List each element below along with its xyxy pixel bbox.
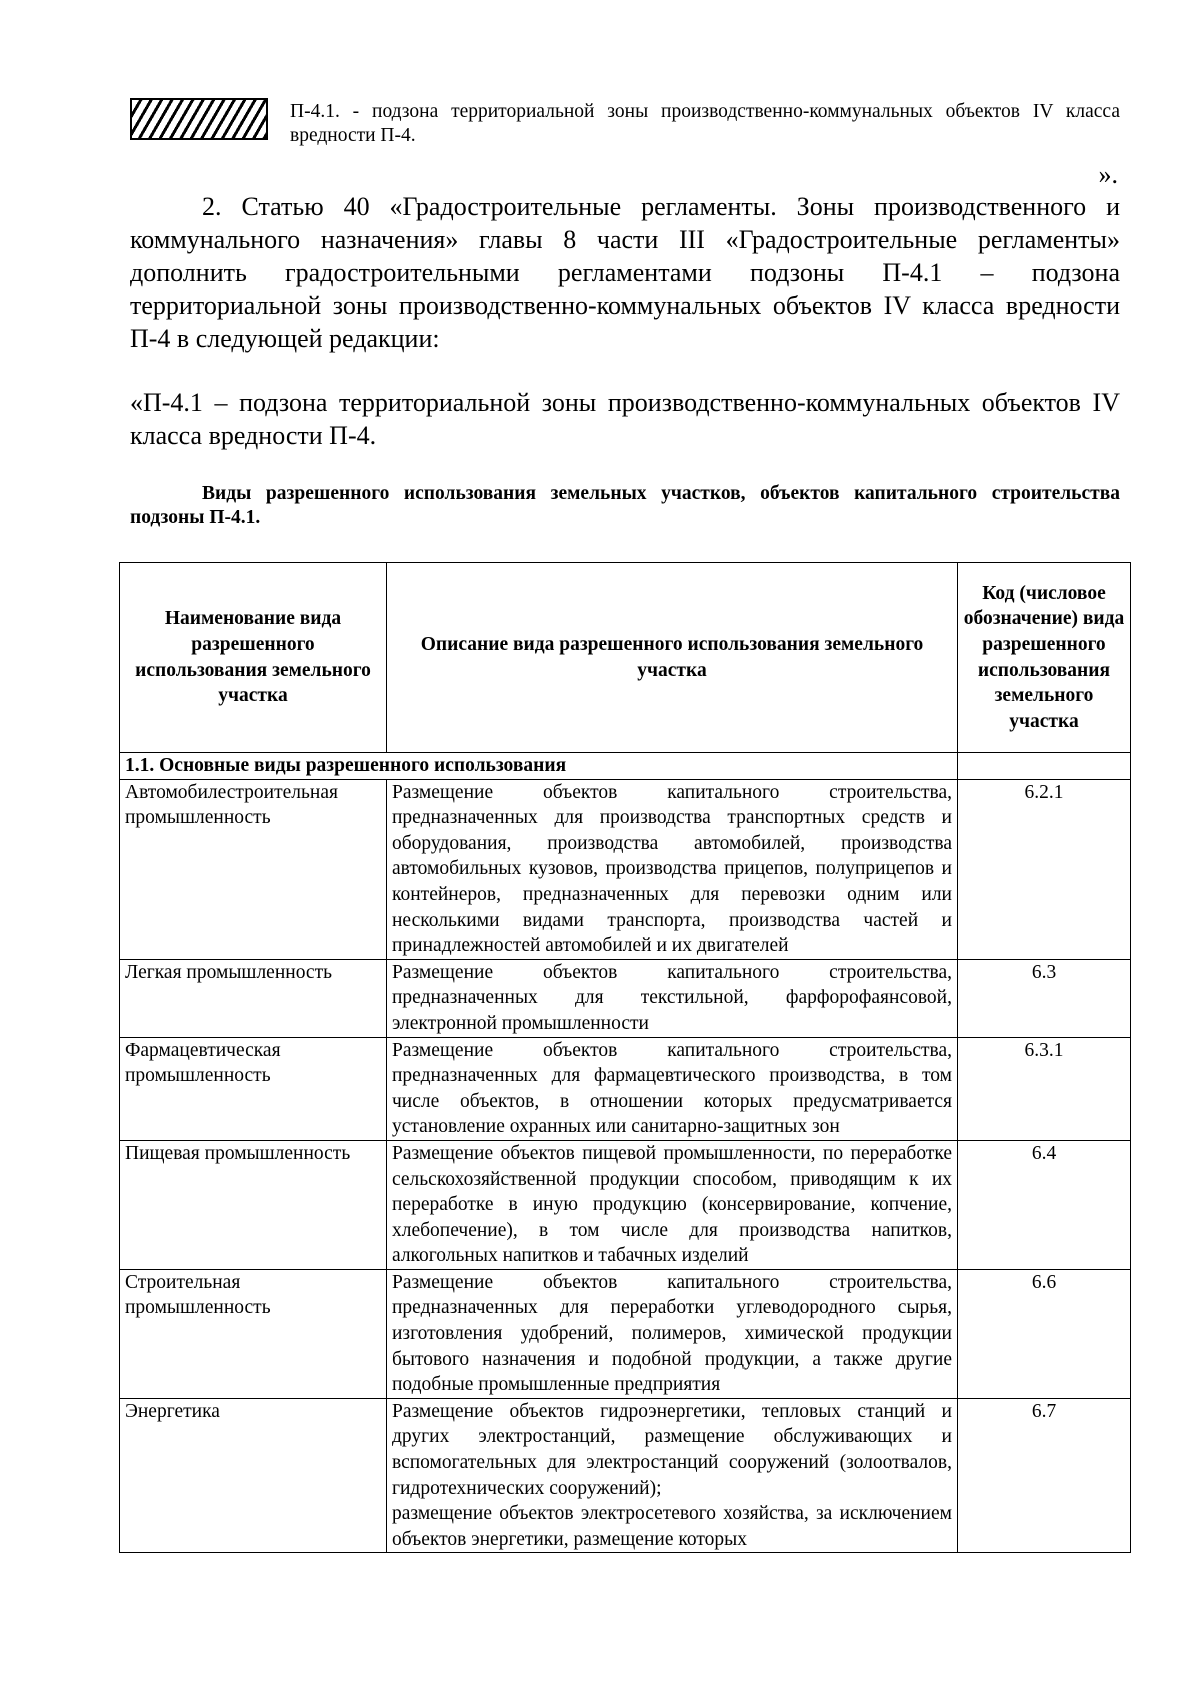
header-description: Описание вида разрешенного использования земельного участка: [387, 563, 958, 753]
use-description: [387, 779, 958, 959]
use-name: Пищевая промышленность: [120, 1140, 387, 1269]
use-code: 6.6: [958, 1269, 1131, 1398]
use-description: [387, 1140, 958, 1269]
use-description: [387, 1269, 958, 1398]
use-description-paragraph: Размещение объектов капитального строительства, предназначенных для фармацевтического производства, в том числе объектов, в отношении которых предусматривается установление охранных или санитарно-защитных зон: [392, 1039, 952, 1138]
table-header-row: [120, 563, 1131, 753]
closing-quote: ».: [1098, 160, 1118, 189]
use-name: Автомобилестроительная промышленность: [120, 779, 387, 959]
use-name: Строительная промышленность: [120, 1269, 387, 1398]
table-row: [120, 1398, 1131, 1553]
legend-text: П-4.1. - подзона территориальной зоны производственно-коммунальных объектов IV класса вредности П-4.: [290, 101, 1120, 146]
table-title: Виды разрешенного использования земельных участков, объектов капитального строительства подзоны П-4.1.: [130, 483, 1120, 528]
header-code: Код (числовое обозначение) вида разрешенного использования земельного участка: [958, 563, 1131, 753]
use-description-paragraph: размещение объектов электросетевого хозяйства, за исключением объектов энергетики, размещение которых: [392, 1503, 952, 1550]
use-description: [387, 1398, 958, 1553]
use-code: 6.3: [958, 959, 1131, 1037]
use-description-paragraph: Размещение объектов капитального строительства, предназначенных для производства транспортных средств и оборудования, производства автомобилей, производства автомобильных кузовов, производства прицепов, полуприцепов и контейнеров, предназначенных для перевозки одним или несколькими видами транспорта, производства частей и принадлежностей автомобилей и их двигателей: [392, 781, 952, 957]
use-description: [387, 959, 958, 1037]
table-row: [120, 1037, 1131, 1140]
use-code: 6.3.1: [958, 1037, 1131, 1140]
header-name: Наименование вида разрешенного использования земельного участка: [120, 563, 387, 753]
section-code-empty: [958, 753, 1131, 780]
use-description-paragraph: Размещение объектов капитального строительства, предназначенных для переработки углеводородного сырья, изготовления удобрений, полимеров, химической продукции бытового назначения и подобной продукции, а также другие подобные промышленные предприятия: [392, 1271, 952, 1396]
section-title: 1.1. Основные виды разрешенного использования: [120, 753, 958, 780]
use-name: Легкая промышленность: [120, 959, 387, 1037]
use-name: Фармацевтическая промышленность: [120, 1037, 387, 1140]
table-row: [120, 1140, 1131, 1269]
use-description-paragraph: Размещение объектов пищевой промышленности, по переработке сельскохозяйственной продукции способом, приводящим к их переработке в иную продукцию (консервирование, копчение, хлебопечение), в том числе для производства напитков, алкогольных напитков и табачных изделий: [392, 1142, 952, 1267]
paragraph-subzone-title: «П-4.1 – подзона территориальной зоны производственно-коммунальных объектов IV класса вредности П-4.: [130, 388, 1120, 450]
use-code: 6.4: [958, 1140, 1131, 1269]
use-description: [387, 1037, 958, 1140]
use-description-paragraph: Размещение объектов гидроэнергетики, тепловых станций и других электростанций, размещение обслуживающих и вспомогательных для электростанций сооружений (золоотвалов, гидротехнических сооружений);: [392, 1400, 952, 1499]
use-description-paragraph: Размещение объектов капитального строительства, предназначенных для текстильной, фарфорофаянсовой, электронной промышленности: [392, 961, 952, 1034]
permitted-uses-table: [119, 562, 1131, 1553]
use-code: 6.7: [958, 1398, 1131, 1553]
table-row: [120, 959, 1131, 1037]
hatched-legend-swatch: [130, 98, 268, 140]
table-row: [120, 779, 1131, 959]
section-row: [120, 753, 1131, 780]
use-code: 6.2.1: [958, 779, 1131, 959]
table-row: [120, 1269, 1131, 1398]
paragraph-article-40: 2. Статью 40 «Градостроительные регламенты. Зоны производственного и коммунального назначения» главы 8 части III «Градостроительные регламенты» дополнить градостроительными регламентами подзоны П-4.1 – подзона территориальной зоны производственно-коммунальных объектов IV класса вредности П-4 в следующей редакции:: [130, 192, 1120, 353]
use-name: Энергетика: [120, 1398, 387, 1553]
